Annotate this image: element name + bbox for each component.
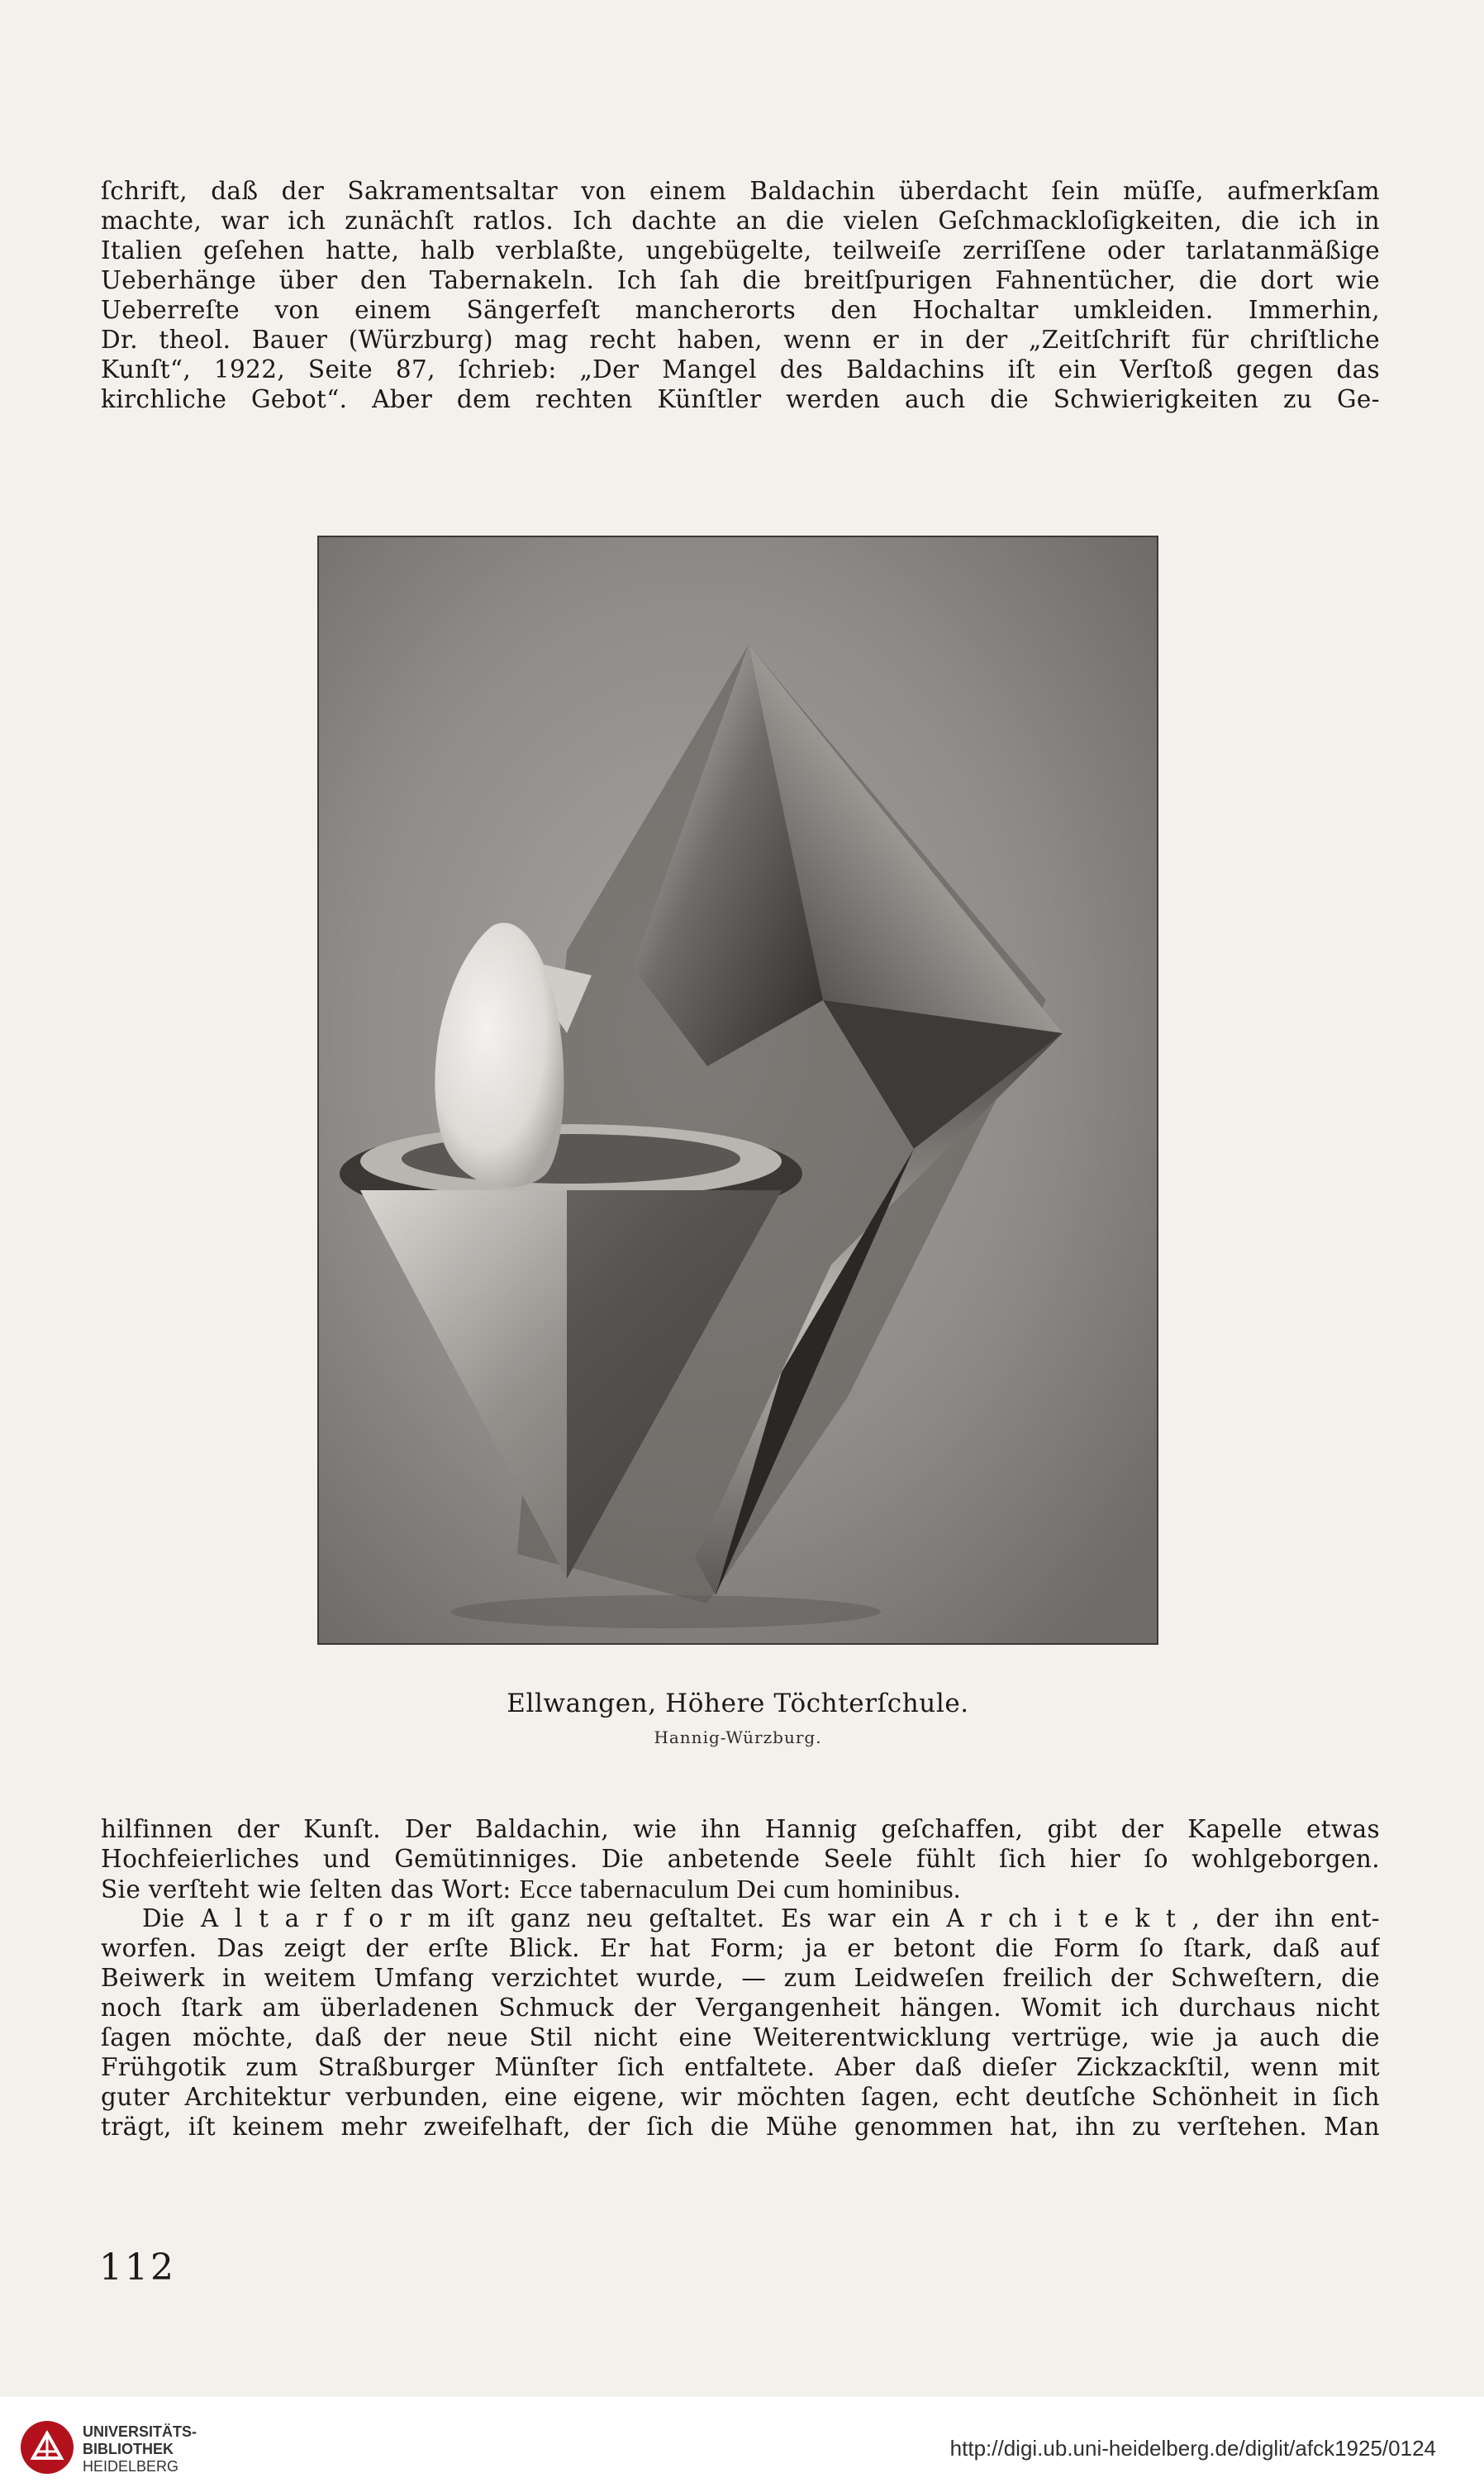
text-line: trägt, iſt keinem mehr zweifelhaft, der ſich die Mühe genommen hat, ihn zu verſtehen. Man	[101, 2113, 1380, 2141]
text-line: ſchrift, daß der Sakramentsaltar von einem Baldachin überdacht ſein müſſe, aufmerkſam	[101, 177, 1380, 205]
text-line: Die A l t a r f o r m iſt ganz neu geſtaltet. Es war ein A r ch i t e k t , der ihn ent-	[142, 1904, 1380, 1932]
text-segment: Sie verſteht wie ſelten das Wort:	[101, 1875, 520, 1904]
top-paragraph	[101, 176, 1380, 414]
text-line: kirchliche Gebot“. Aber dem rechten Künſtler werden auch die Schwierigkeiten zu Ge-	[101, 385, 1380, 413]
text-line: guter Architektur verbunden, eine eigene, wir möchten ſagen, echt deutſche Schönheit in ſich	[101, 2083, 1380, 2111]
baldachin-photograph	[317, 536, 1158, 1645]
photo-caption: Ellwangen, Höhere Töchterſchule.	[507, 1689, 969, 1718]
text-line: Frühgotik zum Straßburger Münſter ſich entfaltete. Aber daß dieſer Zickzackſtil, wenn mit	[101, 2053, 1380, 2081]
bottom-paragraph	[101, 1814, 1380, 2142]
text-line: hilfinnen der Kunſt. Der Baldachin, wie ihn Hannig geſchaffen, gibt der Kapelle etwas	[101, 1815, 1380, 1843]
text-line: Dr. theol. Bauer (Würzburg) mag recht haben, wenn er in der „Zeitſchrift für chriſtliche	[101, 326, 1380, 354]
text-line	[101, 1874, 1380, 1904]
library-name-line: BIBLIOTHEK	[83, 2441, 174, 2457]
text-line: Beiwerk in weitem Umfang verzichtet wurde, — zum Leidweſen freilich der Schweſtern, die	[101, 1964, 1380, 1992]
library-name-line: HEIDELBERG	[83, 2458, 179, 2475]
text-line: Ueberhänge über den Tabernakeln. Ich ſah die breitſpurigen Fahnentücher, die dort wie	[101, 266, 1380, 294]
photo-illustration	[319, 537, 1157, 1643]
page-number: 112	[99, 2247, 176, 2289]
source-url-link[interactable]: http://digi.ub.uni-heidelberg.de/diglit/afck1925/0124	[949, 2436, 1436, 2461]
text-line: Kunſt“, 1922, Seite 87, ſchrieb: „Der Mangel des Baldachins iſt ein Verſtoß gegen das	[101, 355, 1380, 384]
text-line: Hochfeierliches und Gemütinniges. Die anbetende Seele fühlt ſich hier ſo wohlgeborgen.	[101, 1845, 1380, 1873]
text-line: ſagen möchte, daß der neue Stil nicht eine Weiterentwicklung vertrüge, wie ja auch die	[101, 2023, 1380, 2051]
library-logo-icon[interactable]	[18, 2418, 76, 2476]
text-line: worfen. Das zeigt der erſte Blick. Er hat Form; ja er betont die Form ſo ſtark, daß auf	[101, 1934, 1380, 1962]
photo-credit: Hannig-Würzburg.	[654, 1727, 822, 1747]
library-name-line: UNIVERSITÄTS-	[83, 2423, 197, 2440]
text-line: noch ſtark am überladenen Schmuck der Vergangenheit hängen. Womit ich durchaus nicht	[101, 1994, 1380, 2022]
text-line: Ueberreſte von einem Sängerfeſt mancherorts den Hochaltar umkleiden. Immerhin,	[101, 296, 1380, 324]
latin-quote: Ecce tabernaculum Dei cum hominibus.	[519, 1874, 961, 1904]
text-line: Italien geſehen hatte, halb verblaßte, ungebügelte, teilweiſe zerriſſene oder tarlatanmäßige	[101, 236, 1380, 264]
text-line: machte, war ich zunächſt ratlos. Ich dachte an die vielen Geſchmackloſigkeiten, die ich in	[101, 207, 1380, 235]
